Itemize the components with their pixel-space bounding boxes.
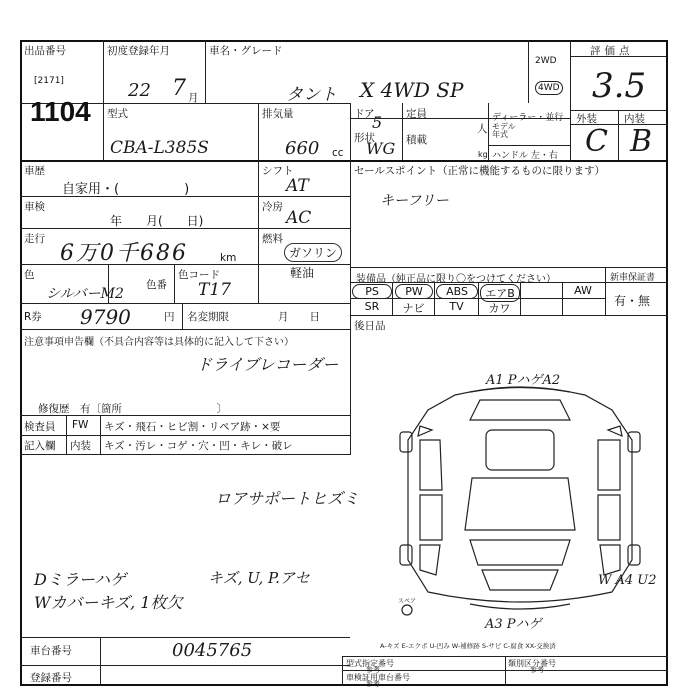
remark-1: ロアサポートヒズミ xyxy=(215,489,360,508)
chassis-number: 0045765 xyxy=(172,640,253,661)
diagram-marks-bottom: A3 Pハゲ xyxy=(485,617,542,632)
capacity-label: 定員 xyxy=(406,108,427,120)
displacement: 660 xyxy=(285,138,320,159)
lot-label: 出品番号 xyxy=(24,45,66,57)
dealer-label: ディーラー・並行 xyxy=(492,113,564,123)
fuel-other: 軽油 xyxy=(290,266,315,280)
handle-label: ハンドル 左・右 xyxy=(492,151,558,161)
inspection-value: 年 月( 日) xyxy=(110,214,204,228)
category-label: 類別区分番号 xyxy=(508,659,556,668)
type-approval-label: 型式指定番号 xyxy=(346,659,394,668)
shift: AT xyxy=(286,176,309,196)
recycle: 9790 xyxy=(80,305,131,329)
displacement-label: 排気量 xyxy=(262,108,294,120)
lot-number: 1104 xyxy=(30,96,91,127)
first-reg-month: 7 xyxy=(172,76,186,101)
km-unit: km xyxy=(220,252,237,264)
color-code: T17 xyxy=(198,280,231,300)
cert-note: 参考 xyxy=(366,680,380,688)
fuel-label: 燃料 xyxy=(262,233,283,245)
mileage-label: 走行 xyxy=(24,233,45,245)
mileage: 6万0千686 xyxy=(60,241,188,266)
first-reg-year: 22 xyxy=(128,80,151,101)
color: シルバーM2 xyxy=(46,286,124,302)
shape: WG xyxy=(366,139,396,158)
yen-unit: 円 xyxy=(164,311,175,323)
score: 3.5 xyxy=(592,66,647,106)
model-code-label: 型式 xyxy=(107,108,128,120)
color-label: 色 xyxy=(24,269,35,281)
fw-label: FW xyxy=(72,419,89,431)
cooling-label: 冷房 xyxy=(262,201,283,213)
shape-label: 形状 xyxy=(354,132,375,144)
equip-pw: PW xyxy=(395,284,433,299)
doors: 5 xyxy=(372,113,383,132)
model-year-label: モデル年式 xyxy=(492,122,516,139)
name-grade-label: 車名・グレード xyxy=(209,45,283,57)
equipment-label: 装備品（純正品に限り〇をつけてください） xyxy=(356,274,556,285)
cc-unit: cc xyxy=(332,147,344,159)
remark-4: キズ, U, P.アセ xyxy=(208,569,310,587)
person-unit: 人 xyxy=(477,123,488,135)
aftermarket-label: 後日品 xyxy=(354,320,386,332)
equip-ps: PS xyxy=(352,284,392,299)
interior-grade: B xyxy=(630,124,653,159)
diagram-marks-top: A1 PハゲA2 xyxy=(486,373,561,388)
exterior-label: 外装 xyxy=(576,113,597,125)
title-change-value: 月 日 xyxy=(278,311,320,323)
fw-items: キズ・飛石・ヒビ割・リペア跡・×要 xyxy=(104,421,281,433)
model-name: タント xyxy=(286,85,337,105)
equip-leather: カワ xyxy=(488,302,511,315)
chassis-label: 車台番号 xyxy=(30,645,72,657)
fuel-value: ガソリン xyxy=(284,243,342,262)
remark-2: Dミラーハゲ xyxy=(34,570,127,589)
caution-value: ドライブレコーダー xyxy=(196,355,339,374)
registration-label: 登録番号 xyxy=(30,672,72,684)
history-label: 車歴 xyxy=(24,165,45,177)
category-note: 参考 xyxy=(530,666,544,674)
cooling: AC xyxy=(286,208,312,228)
warranty-label: 新車保証書 xyxy=(610,273,656,283)
auction-code: [2171] xyxy=(34,76,64,86)
interior-label: 内装 xyxy=(624,113,645,125)
drive-4wd: 4WD xyxy=(535,81,563,95)
color-code-label: 色コード xyxy=(178,269,220,281)
equip-navi: ナビ xyxy=(402,302,425,315)
equip-airbag: エアB xyxy=(480,284,520,302)
cert-label: 車検証用車台番号 xyxy=(346,673,410,682)
type-approval-note: 参考 xyxy=(366,666,380,674)
equip-abs: ABS xyxy=(436,284,478,299)
equip-tv: TV xyxy=(449,300,464,313)
interior-row-label: 内装 xyxy=(70,440,91,452)
shift-label: シフト xyxy=(262,165,294,177)
entry-label: 記入欄 xyxy=(24,440,56,452)
warranty-value: 有・無 xyxy=(614,294,651,308)
kg-unit: kg xyxy=(478,150,488,159)
model-code: CBA-L385S xyxy=(110,138,209,158)
doors-label: ドア xyxy=(354,108,375,120)
sales-point-value: キーフリー xyxy=(380,193,449,209)
grade: X 4WD SP xyxy=(360,78,464,102)
equip-aw: AW xyxy=(574,284,592,297)
check-label: 検査員 xyxy=(24,421,56,433)
remark-3: Wカバーキズ, 1枚欠 xyxy=(34,593,183,612)
exterior-grade: C xyxy=(585,124,608,159)
history-value: 自家用・( ) xyxy=(62,182,190,197)
repair-label: 修復歴 有〔箇所 〕 xyxy=(38,403,227,415)
diagram-marks-right: W A4 U2 xyxy=(598,573,657,588)
month-unit: 月 xyxy=(188,92,199,104)
score-label: 評価点 xyxy=(590,45,634,57)
color-no-label: 色番 xyxy=(146,279,167,291)
equip-sr: SR xyxy=(364,300,380,313)
spare-label: スペア xyxy=(398,598,417,605)
drive-2wd: 2WD xyxy=(535,56,557,66)
recycle-label: R券 xyxy=(24,311,42,323)
interior-items: キズ・汚レ・コゲ・穴・凹・キレ・破レ xyxy=(104,440,293,452)
caution-label: 注意事項申告欄（不具合内容等は具体的に記入して下さい） xyxy=(24,337,294,348)
first-reg-label: 初度登録年月 xyxy=(107,45,170,57)
damage-legend: A-キズ E-エクボ U-凹み W-補修跡 S-サビ C-腐食 XX-交換済 xyxy=(380,642,556,650)
load-label: 積載 xyxy=(406,134,427,146)
sales-point-label: セールスポイント（正常に機能するものに限ります） xyxy=(354,165,606,177)
title-change-label: 名変期限 xyxy=(187,311,229,323)
inspection-label: 車検 xyxy=(24,201,45,213)
